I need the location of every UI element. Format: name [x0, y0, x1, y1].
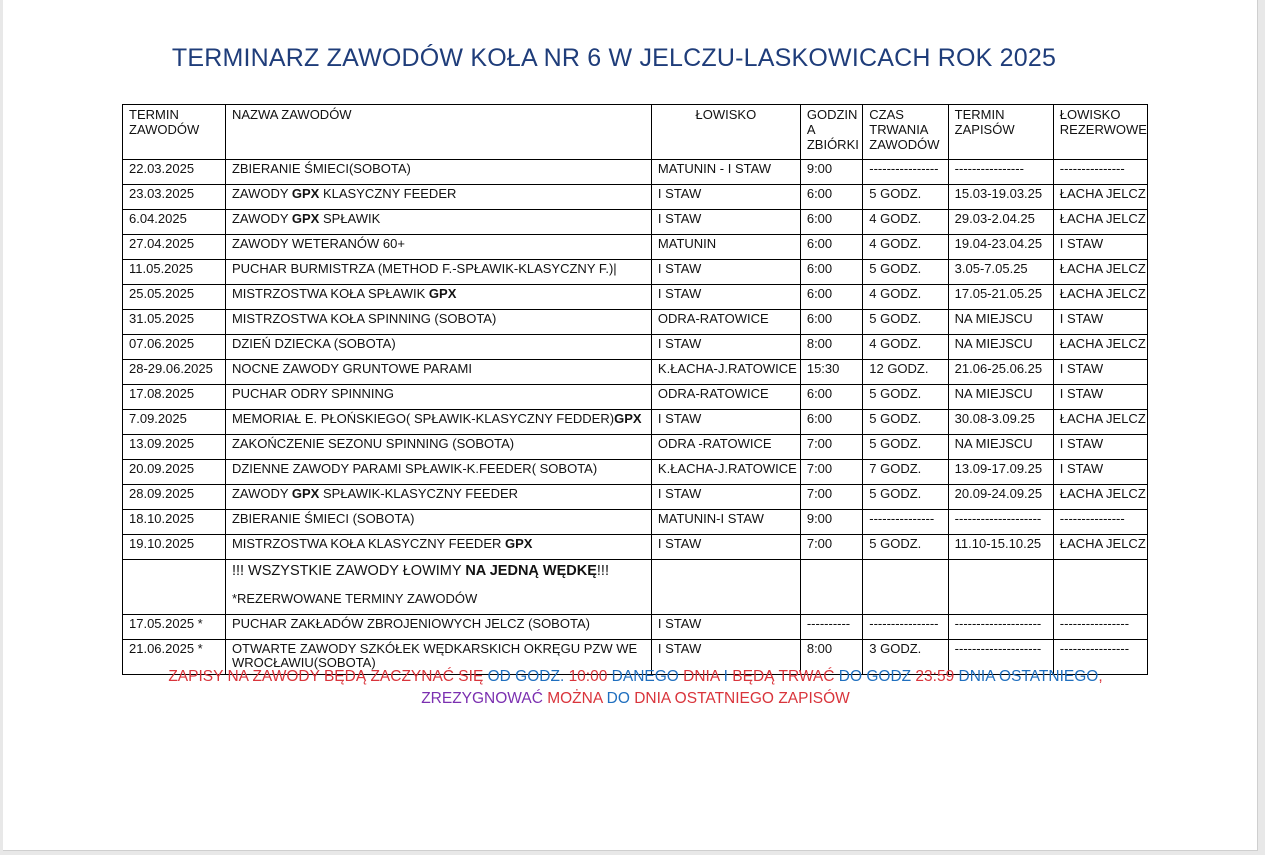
cell-signup: --------------------	[948, 510, 1053, 535]
cell-reserve: ŁACHA JELCZ	[1053, 185, 1147, 210]
one-rod-notice: !!! WSZYSTKIE ZAWODY ŁOWIMY NA JEDNĄ WĘDKĘ!!!	[231, 563, 609, 579]
cell-date: 28-29.06.2025	[123, 360, 226, 385]
cell-date: 17.05.2025 *	[123, 615, 226, 640]
footer-text: ZREZYGNOWAĆ	[421, 690, 548, 707]
footer-text: ,	[1098, 668, 1103, 685]
cell-time: 6:00	[800, 260, 862, 285]
cell-date: 20.09.2025	[123, 460, 226, 485]
cell-time: 6:00	[800, 285, 862, 310]
table-row	[123, 510, 1148, 535]
cell-name: NOCNE ZAWODY GRUNTOWE PARAMI	[225, 360, 651, 385]
cell-place: ODRA-RATOWICE	[651, 310, 800, 335]
cell-duration: 5 GODZ.	[863, 185, 948, 210]
cell-duration: ---------------	[863, 510, 948, 535]
cell-time: 6:00	[800, 385, 862, 410]
footer-text: OSTATNIEGO	[674, 690, 779, 707]
cell-date: 22.03.2025	[123, 160, 226, 185]
cell-place: ODRA -RATOWICE	[651, 435, 800, 460]
cell-name: MISTRZOSTWA KOŁA SPINNING (SOBOTA)	[225, 310, 651, 335]
cell-place: MATUNIN	[651, 235, 800, 260]
cell-place: MATUNIN - I STAW	[651, 160, 800, 185]
cell-reserve: I STAW	[1053, 385, 1147, 410]
table-row	[123, 285, 1148, 310]
empty-cell	[863, 560, 948, 615]
cell-name: MEMORIAŁ E. PŁOŃSKIEGO( SPŁAWIK-KLASYCZNY FEDDER)GPX	[225, 410, 651, 435]
header-cell: CZAS TRWANIA ZAWODÓW	[863, 105, 948, 160]
cell-time: 9:00	[800, 510, 862, 535]
cell-place: I STAW	[651, 640, 800, 675]
footer-text: I	[723, 668, 733, 685]
cell-signup: 19.04-23.04.25	[948, 235, 1053, 260]
table-row	[123, 210, 1148, 235]
footer-text: DO	[606, 690, 635, 707]
cell-place: I STAW	[651, 615, 800, 640]
footer-line-1	[3, 668, 1265, 686]
cell-place: I STAW	[651, 260, 800, 285]
footer-line-2	[3, 690, 1265, 708]
cell-signup: 30.08-3.09.25	[948, 410, 1053, 435]
cell-reserve: ŁACHA JELCZ	[1053, 335, 1147, 360]
cell-duration: 12 GODZ.	[863, 360, 948, 385]
cell-date: 27.04.2025	[123, 235, 226, 260]
empty-cell	[651, 560, 800, 615]
cell-reserve: ŁACHA JELCZ	[1053, 535, 1147, 560]
document-page	[3, 0, 1258, 851]
header-cell: GODZIN A ZBIÓRKI	[800, 105, 862, 160]
empty-cell	[948, 560, 1053, 615]
cell-date: 23.03.2025	[123, 185, 226, 210]
cell-date: 21.06.2025 *	[123, 640, 226, 675]
cell-time: 7:00	[800, 485, 862, 510]
footer-text: DANEGO	[611, 668, 684, 685]
cell-place: K.ŁACHA-J.RATOWICE	[651, 460, 800, 485]
cell-reserve: ŁACHA JELCZ	[1053, 485, 1147, 510]
cell-name: PUCHAR BURMISTRZA (METHOD F.-SPŁAWIK-KLASYCZNY F.)|	[225, 260, 651, 285]
cell-time: 6:00	[800, 210, 862, 235]
cell-name: DZIENNE ZAWODY PARAMI SPŁAWIK-K.FEEDER( SOBOTA)	[225, 460, 651, 485]
cell-date: 18.10.2025	[123, 510, 226, 535]
cell-time: ----------	[800, 615, 862, 640]
cell-reserve: I STAW	[1053, 310, 1147, 335]
gpx-label: GPX	[291, 186, 320, 201]
cell-reserve: ŁACHA JELCZ	[1053, 260, 1147, 285]
cell-duration: 7 GODZ.	[863, 460, 948, 485]
cell-duration: 4 GODZ.	[863, 285, 948, 310]
cell-time: 7:00	[800, 460, 862, 485]
cell-name: ZAWODY GPX SPŁAWIK-KLASYCZNY FEEDER	[225, 485, 651, 510]
cell-reserve: ŁACHA JELCZ	[1053, 210, 1147, 235]
cell-time: 7:00	[800, 435, 862, 460]
cell-duration: 5 GODZ.	[863, 535, 948, 560]
cell-date: 19.10.2025	[123, 535, 226, 560]
footer-text: ZACZYNAĆ SIĘ	[370, 668, 488, 685]
footer-text: DNIA	[958, 668, 1000, 685]
table-row	[123, 460, 1148, 485]
cell-duration: 5 GODZ.	[863, 385, 948, 410]
footer-text: OD GODZ.	[487, 668, 569, 685]
cell-name: ZAKOŃCZENIE SEZONU SPINNING (SOBOTA)	[225, 435, 651, 460]
cell-date: 6.04.2025	[123, 210, 226, 235]
cell-date: 17.08.2025	[123, 385, 226, 410]
header-cell: ŁOWISKO	[651, 105, 800, 160]
footer-text: 23:59	[915, 668, 959, 685]
cell-duration: 5 GODZ.	[863, 410, 948, 435]
cell-time: 8:00	[800, 640, 862, 675]
table-row	[123, 435, 1148, 460]
cell-signup: NA MIEJSCU	[948, 310, 1053, 335]
table-row	[123, 485, 1148, 510]
cell-time: 9:00	[800, 160, 862, 185]
gpx-label: GPX	[505, 536, 533, 551]
cell-duration: ----------------	[863, 615, 948, 640]
cell-name: PUCHAR ODRY SPINNING	[225, 385, 651, 410]
cell-reserve: I STAW	[1053, 235, 1147, 260]
table-row	[123, 360, 1148, 385]
cell-place: MATUNIN-I STAW	[651, 510, 800, 535]
cell-name: ZBIERANIE ŚMIECI (SOBOTA)	[225, 510, 651, 535]
cell-time: 6:00	[800, 310, 862, 335]
cell-reserve: ----------------	[1053, 640, 1147, 675]
schedule-table	[122, 104, 1148, 675]
cell-name: ZAWODY WETERANÓW 60+	[225, 235, 651, 260]
table-row	[123, 335, 1148, 360]
empty-cell	[1053, 560, 1147, 615]
table-row	[123, 235, 1148, 260]
cell-place: K.ŁACHA-J.RATOWICE	[651, 360, 800, 385]
table-row	[123, 535, 1148, 560]
cell-name: ZAWODY GPX SPŁAWIK	[225, 210, 651, 235]
cell-place: I STAW	[651, 210, 800, 235]
cell-signup: NA MIEJSCU	[948, 435, 1053, 460]
footer-text: BĘDĄ TRWAĆ	[732, 668, 839, 685]
footer-text: MOŻNA	[547, 690, 607, 707]
cell-place: I STAW	[651, 285, 800, 310]
table-header-row	[123, 105, 1148, 160]
cell-time: 6:00	[800, 410, 862, 435]
cell-date: 28.09.2025	[123, 485, 226, 510]
note-row	[123, 560, 1148, 615]
footer-text: ZAPISÓW	[778, 690, 850, 707]
footer-text: ZAPISY NA ZAWODY	[168, 668, 324, 685]
cell-signup: NA MIEJSCU	[948, 335, 1053, 360]
cell-duration: 4 GODZ.	[863, 235, 948, 260]
page-title: TERMINARZ ZAWODÓW KOŁA NR 6 W JELCZU-LASKOWICACH ROK 2025	[171, 44, 1057, 72]
gpx-label: GPX	[428, 286, 457, 301]
gpx-label: GPX	[291, 486, 320, 501]
cell-date: 11.05.2025	[123, 260, 226, 285]
cell-date: 7.09.2025	[123, 410, 226, 435]
cell-place: I STAW	[651, 535, 800, 560]
cell-duration: 4 GODZ.	[863, 210, 948, 235]
note-cell	[225, 560, 651, 615]
cell-signup: 3.05-7.05.25	[948, 260, 1053, 285]
cell-duration: 5 GODZ.	[863, 260, 948, 285]
footer-text: 10:00	[568, 668, 612, 685]
cell-time: 6:00	[800, 185, 862, 210]
table-row	[123, 310, 1148, 335]
cell-signup: 17.05-21.05.25	[948, 285, 1053, 310]
cell-place: I STAW	[651, 335, 800, 360]
cell-place: I STAW	[651, 410, 800, 435]
cell-signup: --------------------	[948, 615, 1053, 640]
cell-duration: ----------------	[863, 160, 948, 185]
footer-text: DNIA	[634, 690, 675, 707]
cell-signup: 21.06-25.06.25	[948, 360, 1053, 385]
cell-reserve: ---------------	[1053, 160, 1147, 185]
cell-signup: ----------------	[948, 160, 1053, 185]
cell-signup: 15.03-19.03.25	[948, 185, 1053, 210]
cell-duration: 5 GODZ.	[863, 485, 948, 510]
footer-text: DO GODZ	[838, 668, 916, 685]
header-cell: ŁOWISKO REZERWOWE	[1053, 105, 1147, 160]
table-row	[123, 615, 1148, 640]
cell-signup: 29.03-2.04.25	[948, 210, 1053, 235]
cell-signup: NA MIEJSCU	[948, 385, 1053, 410]
cell-date: 07.06.2025	[123, 335, 226, 360]
cell-reserve: I STAW	[1053, 460, 1147, 485]
cell-date: 25.05.2025	[123, 285, 226, 310]
header-cell: NAZWA ZAWODÓW	[225, 105, 651, 160]
gpx-label: GPX	[291, 211, 320, 226]
cell-signup: 13.09-17.09.25	[948, 460, 1053, 485]
cell-reserve: ---------------	[1053, 510, 1147, 535]
cell-name: MISTRZOSTWA KOŁA SPŁAWIK GPX	[225, 285, 651, 310]
cell-time: 6:00	[800, 235, 862, 260]
cell-duration: 4 GODZ.	[863, 335, 948, 360]
cell-time: 8:00	[800, 335, 862, 360]
table-row	[123, 185, 1148, 210]
cell-reserve: ----------------	[1053, 615, 1147, 640]
table-row	[123, 260, 1148, 285]
cell-reserve: I STAW	[1053, 360, 1147, 385]
table-row	[123, 385, 1148, 410]
empty-cell	[123, 560, 226, 615]
cell-place: I STAW	[651, 185, 800, 210]
cell-duration: 3 GODZ.	[863, 640, 948, 675]
cell-name: OTWARTE ZAWODY SZKÓŁEK WĘDKARSKICH OKRĘGU PZW WE WROCŁAWIU(SOBOTA)	[225, 640, 651, 675]
footer-text: BĘDĄ	[323, 668, 371, 685]
cell-date: 31.05.2025	[123, 310, 226, 335]
header-cell: TERMIN ZAWODÓW	[123, 105, 226, 160]
cell-date: 13.09.2025	[123, 435, 226, 460]
footer-text: DNIA	[683, 668, 724, 685]
footer-text: OSTATNIEGO	[999, 668, 1099, 685]
cell-name: MISTRZOSTWA KOŁA KLASYCZNY FEEDER GPX	[225, 535, 651, 560]
cell-signup: --------------------	[948, 640, 1053, 675]
gpx-label: GPX	[614, 411, 642, 426]
cell-signup: 11.10-15.10.25	[948, 535, 1053, 560]
cell-signup: 20.09-24.09.25	[948, 485, 1053, 510]
cell-duration: 5 GODZ.	[863, 310, 948, 335]
cell-place: I STAW	[651, 485, 800, 510]
table-row	[123, 410, 1148, 435]
cell-time: 7:00	[800, 535, 862, 560]
header-cell: TERMIN ZAPISÓW	[948, 105, 1053, 160]
cell-reserve: ŁACHA JELCZ	[1053, 285, 1147, 310]
cell-reserve: I STAW	[1053, 435, 1147, 460]
cell-reserve: ŁACHA JELCZ	[1053, 410, 1147, 435]
cell-name: PUCHAR ZAKŁADÓW ZBROJENIOWYCH JELCZ (SOBOTA)	[225, 615, 651, 640]
cell-place: ODRA-RATOWICE	[651, 385, 800, 410]
cell-name: ZBIERANIE ŚMIECI(SOBOTA)	[225, 160, 651, 185]
reserved-dates-label: *REZERWOWANE TERMINY ZAWODÓW	[231, 591, 478, 606]
cell-time: 15:30	[800, 360, 862, 385]
empty-cell	[800, 560, 862, 615]
table-row	[123, 160, 1148, 185]
cell-duration: 5 GODZ.	[863, 435, 948, 460]
cell-name: ZAWODY GPX KLASYCZNY FEEDER	[225, 185, 651, 210]
cell-name: DZIEŃ DZIECKA (SOBOTA)	[225, 335, 651, 360]
